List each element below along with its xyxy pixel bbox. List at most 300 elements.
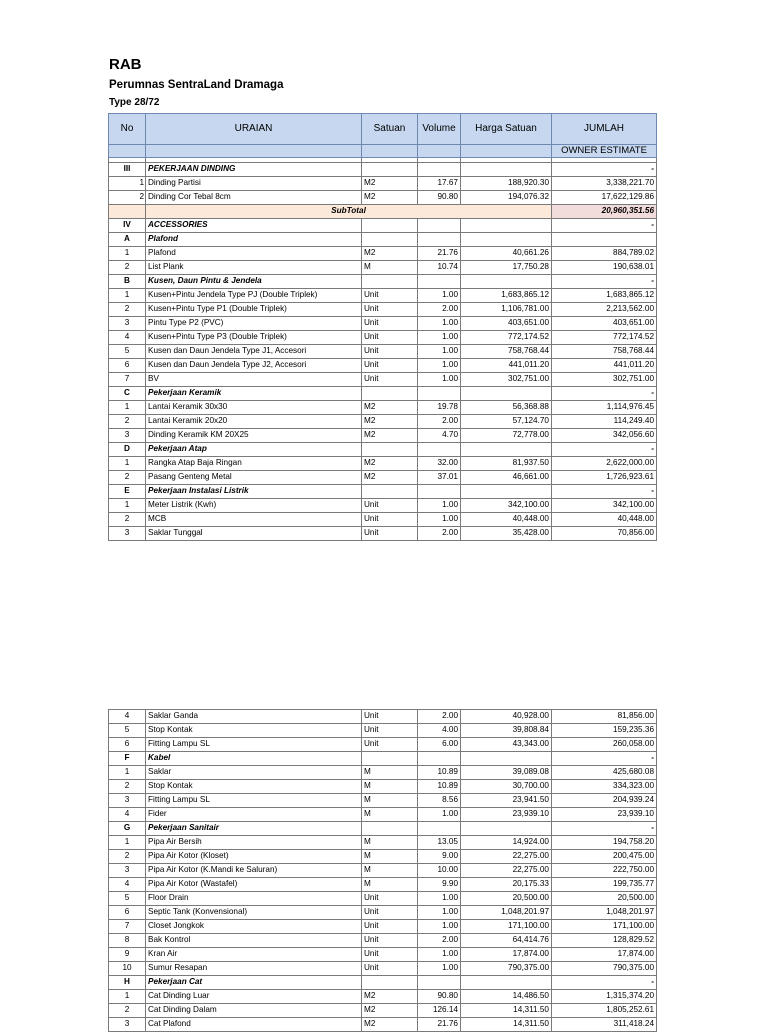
cell-uraian: BV: [146, 373, 362, 387]
cell-jumlah: 23,939.10: [552, 808, 657, 822]
cell-volume: 10.74: [418, 261, 461, 275]
cell-harga: 302,751.00: [461, 373, 552, 387]
cell-satuan: M2: [362, 415, 418, 429]
table-row: [109, 471, 657, 485]
cell-volume: 6.00: [418, 738, 461, 752]
cell-harga: 72,778.00: [461, 429, 552, 443]
table-body-bottom: [109, 710, 657, 1032]
table-row: [109, 317, 657, 331]
rab-table-bottom: [108, 709, 657, 1032]
cell-volume: 2.00: [418, 415, 461, 429]
cell-jumlah: 200,475.00: [552, 850, 657, 864]
cell-uraian: Saklar Tunggal: [146, 527, 362, 541]
cell-harga: [461, 233, 552, 247]
cell-satuan: M: [362, 808, 418, 822]
cell-satuan: Unit: [362, 710, 418, 724]
cell-no: 6: [109, 738, 146, 752]
cell-harga: 23,941.50: [461, 794, 552, 808]
cell-no: IV: [109, 219, 146, 233]
cell-jumlah: -: [552, 485, 657, 499]
cell-no: E: [109, 485, 146, 499]
cell-satuan: M: [362, 850, 418, 864]
table-row: [109, 359, 657, 373]
cell-uraian: Kabel: [146, 752, 362, 766]
table-row: [109, 261, 657, 275]
cell-satuan: [362, 163, 418, 177]
cell-satuan: Unit: [362, 289, 418, 303]
cell-satuan: M: [362, 794, 418, 808]
cell-harga: [461, 275, 552, 289]
cell-satuan: M: [362, 766, 418, 780]
cell-no: 2: [109, 1004, 146, 1018]
cell-harga: 40,448.00: [461, 513, 552, 527]
cell-uraian: Floor Drain: [146, 892, 362, 906]
table-row: [109, 724, 657, 738]
cell-satuan: [362, 443, 418, 457]
cell-volume: 2.00: [418, 710, 461, 724]
cell-volume: 1.00: [418, 920, 461, 934]
cell-harga: 17,874.00: [461, 948, 552, 962]
cell-jumlah: 342,100.00: [552, 499, 657, 513]
col-header-harga: Harga Satuan: [461, 114, 552, 145]
cell-satuan: M2: [362, 177, 418, 191]
cell-no: D: [109, 443, 146, 457]
cell-no: 1: [109, 836, 146, 850]
section-row: [109, 233, 657, 247]
table-row: [109, 401, 657, 415]
cell-satuan: Unit: [362, 513, 418, 527]
cell-jumlah: 1,805,252.61: [552, 1004, 657, 1018]
cell-jumlah: 159,235.36: [552, 724, 657, 738]
cell-harga: 194,076.32: [461, 191, 552, 205]
cell-satuan: Unit: [362, 359, 418, 373]
cell-volume: 4.70: [418, 429, 461, 443]
table-row: [109, 415, 657, 429]
cell-jumlah: 425,680.08: [552, 766, 657, 780]
cell-volume: [418, 752, 461, 766]
cell-satuan: M2: [362, 429, 418, 443]
cell-satuan: Unit: [362, 345, 418, 359]
cell-jumlah: -: [552, 822, 657, 836]
cell-uraian: Plafond: [146, 247, 362, 261]
cell-harga: 14,311.50: [461, 1018, 552, 1032]
cell-jumlah: -: [552, 752, 657, 766]
cell-no: 2: [109, 471, 146, 485]
cell-no: 2: [109, 261, 146, 275]
table-row: [109, 780, 657, 794]
cell-volume: 1.00: [418, 359, 461, 373]
cell-satuan: Unit: [362, 499, 418, 513]
cell-uraian: Pipa Air Kotor (K.Mandi ke Saluran): [146, 864, 362, 878]
cell-satuan: M: [362, 261, 418, 275]
cell-harga: 188,920.30: [461, 177, 552, 191]
cell-no: 3: [109, 794, 146, 808]
cell-no: 2: [109, 415, 146, 429]
cell-satuan: Unit: [362, 962, 418, 976]
cell-jumlah: 128,829.52: [552, 934, 657, 948]
cell-jumlah: 20,500.00: [552, 892, 657, 906]
cell-uraian: Pipa Air Kotor (Wastafel): [146, 878, 362, 892]
cell-satuan: Unit: [362, 934, 418, 948]
cell-volume: [418, 485, 461, 499]
cell-harga: [461, 443, 552, 457]
table-row: [109, 513, 657, 527]
cell-volume: 8.56: [418, 794, 461, 808]
cell-no: 6: [109, 359, 146, 373]
cell-volume: 1.00: [418, 948, 461, 962]
cell-no: 8: [109, 934, 146, 948]
cell-satuan: Unit: [362, 303, 418, 317]
cell-volume: 21.76: [418, 1018, 461, 1032]
rab-table-top: [108, 113, 657, 541]
cell-harga: [461, 976, 552, 990]
cell-uraian: Kusen+Pintu Type P1 (Double Triplek): [146, 303, 362, 317]
cell-volume: 1.00: [418, 513, 461, 527]
cell-uraian: Fitting Lampu SL: [146, 738, 362, 752]
cell-uraian: Saklar: [146, 766, 362, 780]
cell-jumlah: -: [552, 976, 657, 990]
cell-volume: 126.14: [418, 1004, 461, 1018]
cell-uraian: Kusen dan Daun Jendela Type J1, Accesori: [146, 345, 362, 359]
section-row: [109, 163, 657, 177]
table-row: [109, 864, 657, 878]
cell-uraian: Pekerjaan Keramik: [146, 387, 362, 401]
cell-volume: 90.80: [418, 990, 461, 1004]
cell-uraian: Fider: [146, 808, 362, 822]
cell-no: 6: [109, 906, 146, 920]
cell-uraian: Saklar Ganda: [146, 710, 362, 724]
cell-jumlah: 342,056.60: [552, 429, 657, 443]
cell-no: 3: [109, 527, 146, 541]
cell-no: 4: [109, 710, 146, 724]
cell-volume: 21.76: [418, 247, 461, 261]
cell-harga: [461, 387, 552, 401]
cell-harga: 46,661.00: [461, 471, 552, 485]
cell-jumlah: 40,448.00: [552, 513, 657, 527]
table-row: [109, 191, 657, 205]
cell-uraian: Pekerjaan Sanitair: [146, 822, 362, 836]
cell-harga: 171,100.00: [461, 920, 552, 934]
cell-volume: 37.01: [418, 471, 461, 485]
cell-harga: [461, 163, 552, 177]
cell-no: C: [109, 387, 146, 401]
cell-harga: 22,275.00: [461, 864, 552, 878]
cell-harga: 39,808.84: [461, 724, 552, 738]
cell-satuan: M2: [362, 191, 418, 205]
cell-no: 5: [109, 892, 146, 906]
cell-no: 3: [109, 429, 146, 443]
cell-uraian: Meter Listrik (Kwh): [146, 499, 362, 513]
owner-estimate-label: OWNER ESTIMATE: [552, 145, 657, 158]
section-row: [109, 443, 657, 457]
cell-satuan: Unit: [362, 331, 418, 345]
cell-satuan: M2: [362, 457, 418, 471]
cell-jumlah: 114,249.40: [552, 415, 657, 429]
cell-satuan: M2: [362, 990, 418, 1004]
house-type: Type 28/72: [109, 97, 160, 108]
cell-jumlah: -: [552, 387, 657, 401]
table-row: [109, 934, 657, 948]
cell-harga: [461, 752, 552, 766]
cell-no: 3: [109, 1018, 146, 1032]
cell-harga: 772,174.52: [461, 331, 552, 345]
cell-uraian: Septic Tank (Konvensional): [146, 906, 362, 920]
cell-satuan: M: [362, 878, 418, 892]
cell-jumlah: 3,338,221.70: [552, 177, 657, 191]
cell-jumlah: 2,213,562.00: [552, 303, 657, 317]
cell-harga: 1,683,865.12: [461, 289, 552, 303]
document-title: RAB: [109, 56, 142, 73]
cell-uraian: Bak Kontrol: [146, 934, 362, 948]
cell-uraian: Dinding Cor Tebal 8cm: [146, 191, 362, 205]
cell-volume: 1.00: [418, 892, 461, 906]
cell-jumlah: 2,622,000.00: [552, 457, 657, 471]
cell-jumlah: 222,750.00: [552, 864, 657, 878]
cell-uraian: Kran Air: [146, 948, 362, 962]
col-header-uraian: URAIAN: [146, 114, 362, 145]
cell-jumlah: 1,683,865.12: [552, 289, 657, 303]
cell-volume: 17.67: [418, 177, 461, 191]
section-row: [109, 485, 657, 499]
cell-harga: 14,486.50: [461, 990, 552, 1004]
cell-uraian: Kusen+Pintu Jendela Type PJ (Double Triplek): [146, 289, 362, 303]
section-row: [109, 275, 657, 289]
cell-no: G: [109, 822, 146, 836]
cell-uraian: Pintu Type P2 (PVC): [146, 317, 362, 331]
cell-no: 1: [109, 766, 146, 780]
cell-uraian: Lantai Keramik 30x30: [146, 401, 362, 415]
cell-no: B: [109, 275, 146, 289]
section-row: [109, 976, 657, 990]
cell-volume: [418, 443, 461, 457]
cell-harga: 57,124.70: [461, 415, 552, 429]
cell-harga: 81,937.50: [461, 457, 552, 471]
cell-satuan: Unit: [362, 892, 418, 906]
cell-volume: [418, 163, 461, 177]
cell-harga: 758,768.44: [461, 345, 552, 359]
cell-harga: 40,661.26: [461, 247, 552, 261]
cell-harga: 35,428.00: [461, 527, 552, 541]
table-row: [109, 920, 657, 934]
cell-uraian: Pipa Air Kotor (Kloset): [146, 850, 362, 864]
cell-satuan: [362, 219, 418, 233]
cell-uraian: List Plank: [146, 261, 362, 275]
cell-harga: 20,175.33: [461, 878, 552, 892]
cell-volume: 10.89: [418, 780, 461, 794]
cell-jumlah: 884,789.02: [552, 247, 657, 261]
cell-uraian: ACCESSORIES: [146, 219, 362, 233]
cell-volume: 1.00: [418, 962, 461, 976]
cell-jumlah: -: [552, 163, 657, 177]
cell-satuan: Unit: [362, 738, 418, 752]
cell-uraian: Dinding Partisi: [146, 177, 362, 191]
cell-satuan: M2: [362, 471, 418, 485]
cell-volume: [418, 976, 461, 990]
cell-no: 3: [109, 317, 146, 331]
cell-no: 4: [109, 878, 146, 892]
cell-satuan: [362, 752, 418, 766]
table-row: [109, 990, 657, 1004]
cell-volume: [418, 233, 461, 247]
subtotal-amount: 20,960,351.56: [552, 205, 657, 219]
cell-volume: 10.89: [418, 766, 461, 780]
cell-volume: 19.78: [418, 401, 461, 415]
cell-uraian: Pekerjaan Atap: [146, 443, 362, 457]
cell-harga: 1,106,781.00: [461, 303, 552, 317]
cell-no: 1: [109, 990, 146, 1004]
table-header-row: [109, 114, 657, 145]
cell-volume: 1.00: [418, 373, 461, 387]
cell-uraian: Dinding Keramik KM 20X25: [146, 429, 362, 443]
table-body-top: [109, 158, 657, 541]
cell-volume: 13.05: [418, 836, 461, 850]
cell-volume: [418, 219, 461, 233]
cell-jumlah: 790,375.00: [552, 962, 657, 976]
cell-harga: 14,311.50: [461, 1004, 552, 1018]
subtotal-label: SubTotal: [146, 205, 552, 219]
cell-no: 2: [109, 780, 146, 794]
cell-satuan: Unit: [362, 373, 418, 387]
cell-jumlah: 70,856.00: [552, 527, 657, 541]
cell-jumlah: 194,758.20: [552, 836, 657, 850]
cell-volume: 2.00: [418, 303, 461, 317]
col-header-no: No: [109, 114, 146, 145]
cell-jumlah: 17,874.00: [552, 948, 657, 962]
cell-satuan: [362, 233, 418, 247]
cell-satuan: Unit: [362, 948, 418, 962]
cell-volume: 1.00: [418, 345, 461, 359]
cell-harga: 64,414.76: [461, 934, 552, 948]
cell-jumlah: 199,735.77: [552, 878, 657, 892]
cell-no: 10: [109, 962, 146, 976]
cell-harga: 342,100.00: [461, 499, 552, 513]
cell-satuan: Unit: [362, 527, 418, 541]
table-row: [109, 429, 657, 443]
cell-harga: 40,928.00: [461, 710, 552, 724]
cell-jumlah: [552, 233, 657, 247]
cell-volume: 1.00: [418, 331, 461, 345]
section-row: [109, 219, 657, 233]
cell-satuan: M2: [362, 1004, 418, 1018]
cell-harga: 1,048,201.97: [461, 906, 552, 920]
cell-uraian: Pasang Genteng Metal: [146, 471, 362, 485]
cell-jumlah: 81,856.00: [552, 710, 657, 724]
cell-harga: 14,924.00: [461, 836, 552, 850]
cell-no: 1: [109, 177, 146, 191]
cell-satuan: M2: [362, 401, 418, 415]
cell-jumlah: -: [552, 443, 657, 457]
cell-uraian: Sumur Resapan: [146, 962, 362, 976]
cell-satuan: [362, 485, 418, 499]
table-row: [109, 303, 657, 317]
cell-harga: 17,750.28: [461, 261, 552, 275]
section-row: [109, 752, 657, 766]
cell-no: 9: [109, 948, 146, 962]
cell-uraian: Rangka Atap Baja Ringan: [146, 457, 362, 471]
cell-no: 1: [109, 401, 146, 415]
cell-no: 1: [109, 457, 146, 471]
cell-jumlah: 1,726,923.61: [552, 471, 657, 485]
cell-volume: 1.00: [418, 317, 461, 331]
table-row: [109, 177, 657, 191]
table-subheader-row: [109, 145, 657, 158]
table-row: [109, 499, 657, 513]
cell-no: 1: [109, 289, 146, 303]
cell-no: 7: [109, 373, 146, 387]
cell-harga: 43,343.00: [461, 738, 552, 752]
table-row: [109, 289, 657, 303]
cell-jumlah: 311,418.24: [552, 1018, 657, 1032]
cell-satuan: [362, 976, 418, 990]
cell-satuan: M: [362, 780, 418, 794]
cell-volume: 9.00: [418, 850, 461, 864]
section-row: [109, 387, 657, 401]
cell-satuan: Unit: [362, 317, 418, 331]
table-row: [109, 1004, 657, 1018]
table-row: [109, 962, 657, 976]
cell-jumlah: 1,114,976.45: [552, 401, 657, 415]
table-row: [109, 766, 657, 780]
cell-satuan: Unit: [362, 724, 418, 738]
cell-volume: 10.00: [418, 864, 461, 878]
cell-no: 1: [109, 499, 146, 513]
cell-no: 5: [109, 345, 146, 359]
cell-volume: 2.00: [418, 934, 461, 948]
table-row: [109, 836, 657, 850]
cell-volume: [418, 275, 461, 289]
cell-no: 7: [109, 920, 146, 934]
col-header-volume: Volume: [418, 114, 461, 145]
cell-harga: 20,500.00: [461, 892, 552, 906]
cell-uraian: Lantai Keramik 20x20: [146, 415, 362, 429]
cell-harga: 56,368.88: [461, 401, 552, 415]
cell-harga: 39,089.08: [461, 766, 552, 780]
cell-volume: 4.00: [418, 724, 461, 738]
cell-volume: 1.00: [418, 808, 461, 822]
cell-no: 2: [109, 303, 146, 317]
cell-jumlah: 171,100.00: [552, 920, 657, 934]
table-row: [109, 906, 657, 920]
cell-uraian: Kusen, Daun Pintu & Jendela: [146, 275, 362, 289]
cell-satuan: [362, 387, 418, 401]
cell-no: 2: [109, 513, 146, 527]
table-row: [109, 794, 657, 808]
cell-uraian: Cat Plafond: [146, 1018, 362, 1032]
table-row: [109, 850, 657, 864]
table-row: [109, 1018, 657, 1032]
cell-no: A: [109, 233, 146, 247]
cell-volume: 1.00: [418, 906, 461, 920]
section-row: [109, 822, 657, 836]
cell-uraian: MCB: [146, 513, 362, 527]
table-row: [109, 345, 657, 359]
cell-no: 1: [109, 247, 146, 261]
cell-uraian: Closet Jongkok: [146, 920, 362, 934]
cell-satuan: Unit: [362, 920, 418, 934]
cell-satuan: M: [362, 836, 418, 850]
cell-jumlah: 204,939.24: [552, 794, 657, 808]
cell-jumlah: -: [552, 275, 657, 289]
cell-satuan: M2: [362, 1018, 418, 1032]
cell-jumlah: 334,323.00: [552, 780, 657, 794]
cell-jumlah: 302,751.00: [552, 373, 657, 387]
table-row: [109, 373, 657, 387]
cell-uraian: Kusen+Pintu Type P3 (Double Triplek): [146, 331, 362, 345]
cell-no: 4: [109, 331, 146, 345]
table-row: [109, 527, 657, 541]
cell-jumlah: 190,638.01: [552, 261, 657, 275]
cell-no: 2: [109, 850, 146, 864]
